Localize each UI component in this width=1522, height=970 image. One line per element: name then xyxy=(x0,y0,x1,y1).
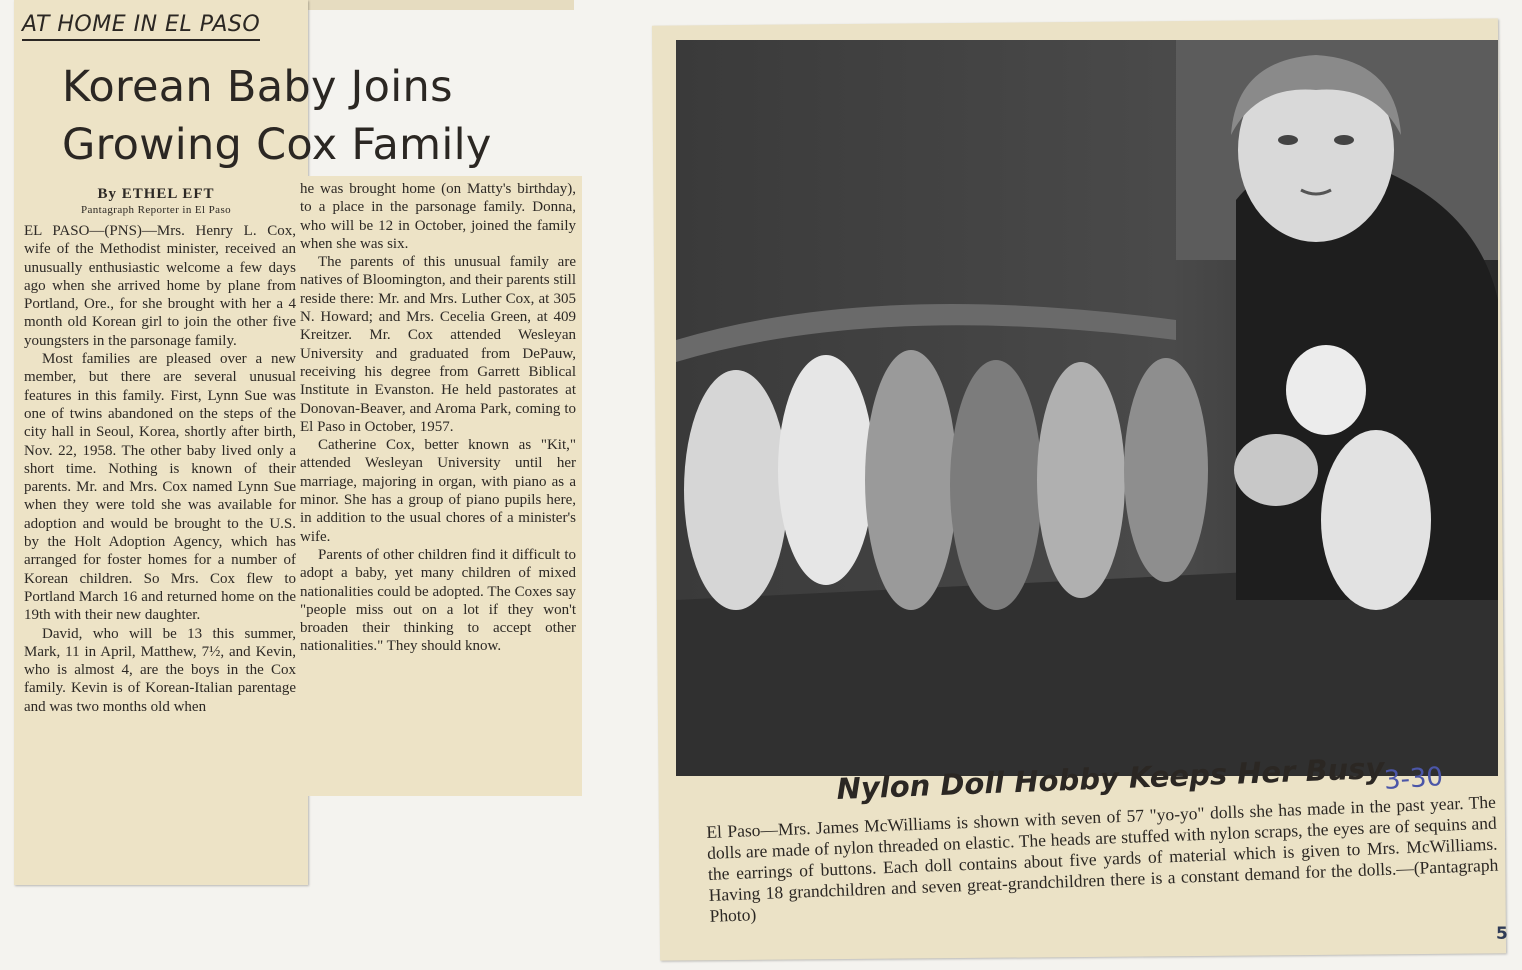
paragraph: EL PASO—(PNS)—Mrs. Henry L. Cox, wife of the Methodist minister, received an unusually enthusiastic welcome a few days ago when she arrived home by plane from Portland, Ore., for she brought with her a 4 month old Korean girl to join the other five youngsters in the parsonage family. xyxy=(24,223,296,349)
page-number: 5 xyxy=(1496,924,1508,944)
headline-line-1: Korean Baby Joins xyxy=(62,62,453,112)
doll xyxy=(950,360,1042,610)
photo-caption-title: Nylon Doll Hobby Keeps Her Busy xyxy=(836,750,1385,806)
paragraph: David, who will be 13 this summer, Mark, 11 in April, Matthew, 7½, and Kevin, who is almost 4, are the boys in the Cox family. Kevin is of Korean-Italian parentage and was two months old when xyxy=(24,625,296,715)
headline-line-2: Growing Cox Family xyxy=(62,120,492,170)
news-photo xyxy=(676,40,1498,776)
doll xyxy=(865,350,957,610)
doll xyxy=(778,355,874,585)
doll xyxy=(1321,430,1431,610)
woman-hand xyxy=(1234,434,1318,506)
doll xyxy=(1124,358,1208,582)
held-doll-head xyxy=(1286,345,1366,435)
paragraph: Most families are pleased over a new member, but there are several unusual features in this family. First, Lynn Sue was one of twins abandoned on the steps of the city hall in Seoul, Korea, shortly after birth, Nov. 22, 1958. The other baby lived only a short time. Nothing is known of their parents. Mr. and Mrs. Cox named Lynn Sue when they were told she was available for adoption and would be brought to the U.S. by the Holt Adoption Agency, which has arranged for foster homes for a number of Korean children. So Mrs. Cox flew to Portland March 16 and returned home on the 19th with their new daughter. xyxy=(24,351,296,624)
article-headline xyxy=(62,58,562,174)
article-column-2 xyxy=(300,180,576,656)
doll xyxy=(1037,362,1125,598)
byline-author: By ETHEL EFT xyxy=(97,186,215,202)
article-kicker: AT HOME IN EL PASO xyxy=(22,12,260,41)
paragraph: Parents of other children find it difficult to adopt a baby, yet many children of mixed nationalities could be adopted. The Coxes say "people miss out on a lot if they won't broaden their thinking to accept other nationalities." They should know. xyxy=(300,546,576,655)
paragraph: The parents of this unusual family are natives of Bloomington, and their parents still reside there: Mr. and Mrs. Luther Cox, at 305 N. Howard; and Mrs. Cecelia Green, at 409 Kreitzer. Mr. Cox attended Wesleyan University and graduated from DePauw, receiving his degree from Garrett Biblical Institute in Evanston. He held pastorates at Donovan-Beaver, and Aroma Park, coming to El Paso in October, 1957. xyxy=(300,254,576,435)
byline xyxy=(22,186,290,218)
paragraph: he was brought home (on Matty's birthday), to a place in the parsonage family. Donna, who will be 12 in October, joined the family when she was six. xyxy=(300,181,576,252)
doll xyxy=(684,370,788,610)
article-column-1 xyxy=(24,222,296,716)
photo-caption-body: El Paso—Mrs. James McWilliams is shown with seven of 57 "yo-yo" dolls she has made in the past year. The dolls are made of nylon threaded on elastic. The heads are stuffed with nylon scraps, the eyes are of sequins and the earrings of buttons. Each doll contains about five yards of material which is given to Mrs. McWilliams. Having 18 grandchildren and seven great-grandchildren there is a constant demand for the dolls.—(Pantagraph Photo) xyxy=(706,791,1499,926)
paragraph: Catherine Cox, better known as "Kit," attended Wesleyan University until her marriage, majoring in organ, with piano as a minor. She has a group of piano pupils here, in addition to the usual chores of a minister's wife. xyxy=(300,437,576,545)
handwritten-date-note: 3-30 xyxy=(1383,761,1444,797)
byline-role: Pantagraph Reporter in El Paso xyxy=(80,204,232,216)
photo-illustration xyxy=(676,40,1498,776)
